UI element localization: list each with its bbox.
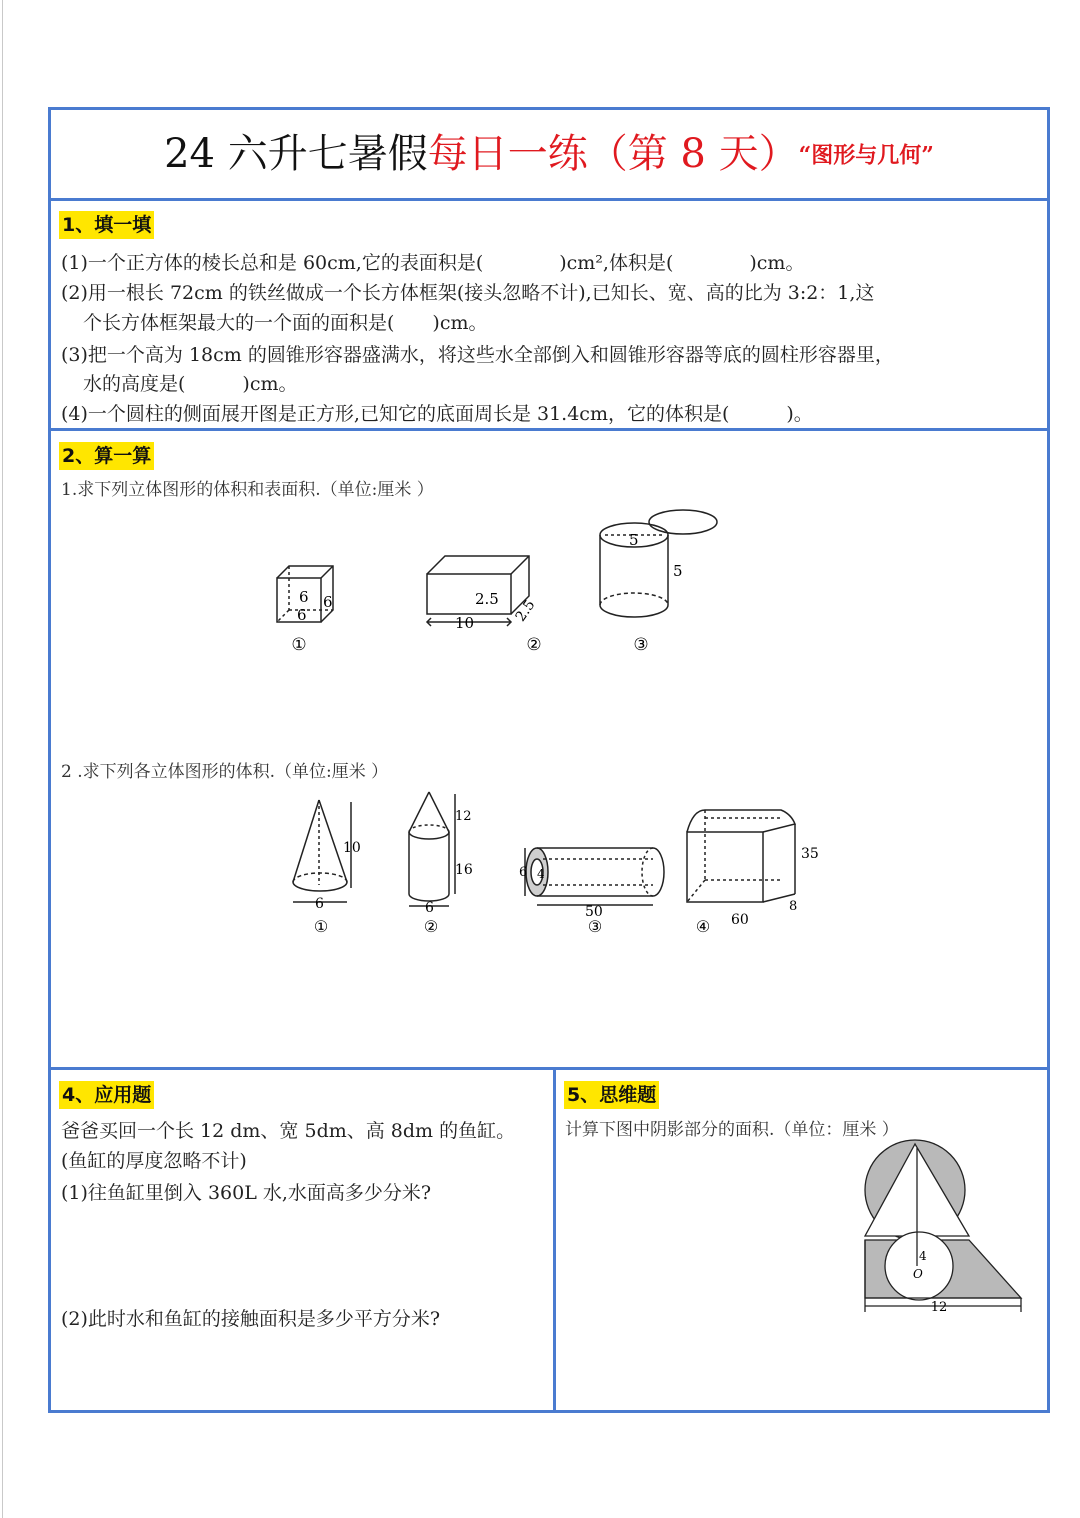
fig1-caption-3: ③ <box>633 635 649 655</box>
s5-prompt: 计算下图中阴影部分的面积.（单位：厘米 ） <box>565 1120 899 1140</box>
fig2-caption-4: ④ <box>695 917 711 936</box>
s4-q2: (2)此时水和鱼缸的接触面积是多少平方分米? <box>61 1308 441 1330</box>
fig2-caption-2: ② <box>423 917 439 936</box>
pipe-label-len: 50 <box>585 904 603 920</box>
section5-tag: 5、思维题 <box>564 1081 659 1109</box>
cc-label-top: 12 <box>455 809 472 824</box>
cube-label-b: 6 <box>323 593 333 611</box>
s1-q3a: (3)把一个高为 18cm 的圆锥形容器盛满水，将这些水全部倒入和圆锥形容器等底的圆柱形容器里， <box>61 344 894 366</box>
page-edge <box>2 0 3 1518</box>
s2-prompt1: 1.求下列立体图形的体积和表面积.（单位:厘米 ） <box>61 480 434 500</box>
s5-label-r: 4 <box>919 1249 927 1263</box>
cyl-label-h: 5 <box>673 562 683 580</box>
section4-tag: 4、应用题 <box>59 1081 154 1109</box>
cone-label-h: 10 <box>343 840 361 856</box>
worksheet <box>48 107 1050 1413</box>
half-label-l: 60 <box>731 912 749 928</box>
s4-l2: (鱼缸的厚度忽略不计) <box>61 1150 247 1172</box>
shaded-area-figure <box>857 1148 1027 1315</box>
s1-q4: (4)一个圆柱的侧面展开图是正方形,已知它的底面周长是 31.4cm，它的体积是( )。 <box>61 403 813 425</box>
cone-cylinder-figure <box>409 792 455 906</box>
divider <box>51 1067 1047 1070</box>
s5-label-o: O <box>913 1267 923 1281</box>
half-label-w: 8 <box>789 899 798 914</box>
pipe-label-outer: 6 <box>519 865 528 880</box>
pipe-label-inner: 4 <box>537 867 545 881</box>
half-cylinder-box-figure <box>687 810 795 902</box>
divider <box>51 198 1047 201</box>
box-label-h: 2.5 <box>475 590 499 608</box>
fig1-caption-2: ② <box>526 635 542 655</box>
section1-tag: 1、填一填 <box>59 211 154 239</box>
fig2-caption-1: ① <box>313 917 329 936</box>
s1-q2b: 个长方体框架最大的一个面的面积是( )cm。 <box>83 312 488 334</box>
fig2-caption-4-wrap <box>681 910 741 950</box>
section2-tag: 2、算一算 <box>59 442 154 470</box>
box-label-l: 10 <box>455 614 475 632</box>
cc-label-h: 16 <box>455 862 473 878</box>
s4-l1: 爸爸买回一个长 12 dm、宽 5dm、高 8dm 的鱼缸。 <box>61 1120 516 1142</box>
figure-set-1b <box>591 515 721 655</box>
divider <box>51 428 1047 431</box>
title-topic: “图形与几何” <box>798 142 934 169</box>
s5-label-base: 12 <box>930 1300 948 1315</box>
column-divider <box>553 1070 556 1410</box>
box-label-w: 2.5 <box>512 597 539 625</box>
cc-label-d: 6 <box>425 900 434 916</box>
page-title <box>51 110 1047 198</box>
fig2-caption-3: ③ <box>587 917 603 936</box>
cyl-label-d: 5 <box>629 531 639 549</box>
cone-label-d: 6 <box>315 896 324 912</box>
title-red: 每日一练（第 8 天） <box>427 131 799 177</box>
s1-q3b: 水的高度是( )cm。 <box>83 373 298 395</box>
half-label-h: 35 <box>801 846 819 862</box>
pipe-figure <box>525 848 664 905</box>
s1-q2a: (2)用一根长 72cm 的铁丝做成一个长方体框架(接头忽略不计),已知长、宽、高的比为 3:2：1,这 <box>61 282 875 304</box>
s4-q1: (1)往鱼缸里倒入 360L 水,水面高多少分米? <box>61 1182 432 1204</box>
s1-q1: (1)一个正方体的棱长总和是 60cm,它的表面积是( )cm²,体积是( )cm。 <box>61 252 805 274</box>
fig1-caption-1: ① <box>291 635 307 655</box>
s2-prompt2: 2 .求下列各立体图形的体积.（单位:厘米 ） <box>61 762 389 782</box>
cube-label-c: 6 <box>297 606 307 624</box>
title-prefix: 24 六升七暑假 <box>164 131 428 177</box>
cube-label-a: 6 <box>299 588 309 606</box>
